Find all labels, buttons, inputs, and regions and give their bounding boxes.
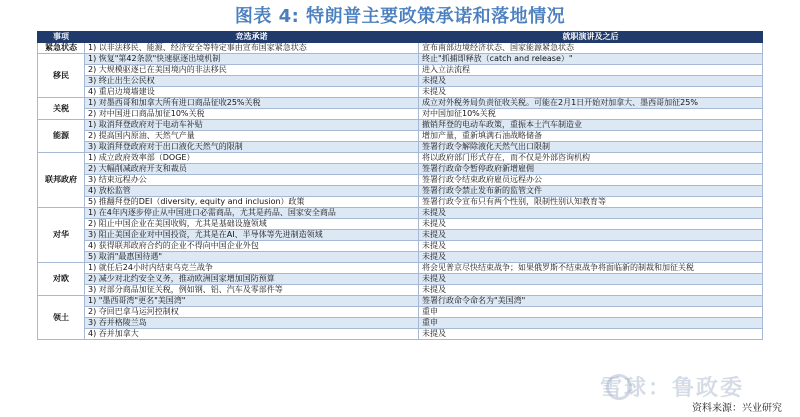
implementation-status-cell: 未提及 [419,252,763,263]
implementation-status-cell: 签署行政命令命名为"美国湾" [419,296,763,307]
campaign-promise-cell: 4) 重启边境墙建设 [85,87,419,98]
campaign-promise-cell: 3) 阻止美国企业对中国投资，尤其是在AI、半导体等先进制造领域 [85,230,419,241]
campaign-promise-cell: 2) 大幅削减政府开支和裁员 [85,164,419,175]
campaign-promise-cell: 2) 提高国内原油、天然气产量 [85,131,419,142]
campaign-promise-cell: 3) 终止出生公民权 [85,76,419,87]
category-cell: 领土 [38,296,85,340]
table-row [38,65,763,76]
table-row [38,131,763,142]
campaign-promise-cell: 2) 大规模驱逐已在美国境内的非法移民 [85,65,419,76]
implementation-status-cell: 终止"抓捕即释放（catch and release）" [419,54,763,65]
table-row [38,230,763,241]
implementation-status-cell: 签署行政令宣布只有两个性别，限制性别认知教育等 [419,197,763,208]
campaign-promise-cell: 3) 取消拜登政府对于出口液化天然气的限制 [85,142,419,153]
table-header-row [38,32,763,43]
table-row [38,252,763,263]
implementation-status-cell: 将以政府部门形式存在，而不仅是外部咨询机构 [419,153,763,164]
implementation-status-cell: 签署行政命令暂停政府新增雇佣 [419,164,763,175]
campaign-promise-cell: 3) 结束远程办公 [85,175,419,186]
table-row [38,197,763,208]
campaign-promise-cell: 1) 在4年内逐步停止从中国进口必需商品，尤其是药品、国家安全商品 [85,208,419,219]
campaign-promise-cell: 2) 夺回巴拿马运河控制权 [85,307,419,318]
implementation-status-cell: 未提及 [419,285,763,296]
campaign-promise-cell: 1) 就任后24小时内结束乌克兰战争 [85,263,419,274]
table-row [38,329,763,340]
implementation-status-cell: 将会见普京尽快结束战争；如果俄罗斯不结束战争将面临新的制裁和加征关税 [419,263,763,274]
table-row [38,153,763,164]
campaign-promise-cell: 1) 恢复"第42条款"快速驱逐出境机制 [85,54,419,65]
campaign-promise-cell: 2) 减少对北约安全义务，推动欧洲国家增加国防预算 [85,274,419,285]
implementation-status-cell: 未提及 [419,230,763,241]
category-cell: 关税 [38,98,85,120]
campaign-promise-cell: 2) 对中国进口商品加征10%关税 [85,109,419,120]
implementation-status-cell: 签署行政令解除液化天然气出口限制 [419,142,763,153]
table-row [38,142,763,153]
campaign-promise-cell: 3) 吞并格陵兰岛 [85,318,419,329]
campaign-promise-cell: 4) 吞并加拿大 [85,329,419,340]
table-row [38,76,763,87]
campaign-promise-cell: 1) 成立政府效率部（DOGE） [85,153,419,164]
table-row [38,318,763,329]
implementation-status-cell: 签署行政令结束政府雇员远程办公 [419,175,763,186]
implementation-status-cell: 撤销拜登的电动车政策，重振本土汽车制造业 [419,120,763,131]
page-title: 图表 4: 特朗普主要政策承诺和落地情况 [234,6,566,27]
campaign-promise-cell: 1) 对墨西哥和加拿大所有进口商品征收25%关税 [85,98,419,109]
header-campaign-promise: 竞选承诺 [85,32,419,43]
header-after-inauguration: 就职演讲及之后 [419,32,763,43]
campaign-promise-cell: 5) 推翻拜登的DEI（diversity, equity and inclusion）政策 [85,197,419,208]
campaign-promise-cell: 4) 获得联邦政府合约的企业不得向中国企业外包 [85,241,419,252]
table-row [38,263,763,274]
implementation-status-cell: 重申 [419,307,763,318]
implementation-status-cell: 宣布南部边境经济状态、国家能源紧急状态 [419,43,763,54]
table-row [38,120,763,131]
implementation-status-cell: 未提及 [419,241,763,252]
table-row [38,219,763,230]
category-cell: 对欧 [38,263,85,296]
policy-table [37,31,763,340]
implementation-status-cell: 增加产量，重新填满石油战略储备 [419,131,763,142]
implementation-status-cell: 未提及 [419,87,763,98]
table-row [38,164,763,175]
implementation-status-cell: 对中国加征10%关税 [419,109,763,120]
source-note: 资料来源：兴业研究 [692,403,782,414]
campaign-promise-cell: 2) 阻止中国企业在美国收购，尤其是基础设施领域 [85,219,419,230]
campaign-promise-cell: 1) "墨西哥湾"更名"美国湾" [85,296,419,307]
table-row [38,43,763,54]
category-cell: 能源 [38,120,85,153]
table-row [38,175,763,186]
category-cell: 联邦政府 [38,153,85,208]
category-cell: 对华 [38,208,85,263]
table-row [38,54,763,65]
campaign-promise-cell: 1) 取消拜登政府对于电动车补贴 [85,120,419,131]
implementation-status-cell: 签署行政令禁止发布新的监管文件 [419,186,763,197]
campaign-promise-cell: 1) 以非法移民、能源、经济安全等特定事由宣布国家紧急状态 [85,43,419,54]
table-row [38,285,763,296]
table-row [38,98,763,109]
category-cell: 移民 [38,54,85,98]
table-row [38,241,763,252]
implementation-status-cell: 未提及 [419,219,763,230]
implementation-status-cell: 未提及 [419,329,763,340]
campaign-promise-cell: 5) 取消"最惠国待遇" [85,252,419,263]
implementation-status-cell: 未提及 [419,208,763,219]
implementation-status-cell: 未提及 [419,274,763,285]
implementation-status-cell: 重申 [419,318,763,329]
table-body [38,43,763,340]
implementation-status-cell: 进入立法流程 [419,65,763,76]
table-row [38,307,763,318]
table-row [38,87,763,98]
category-cell: 紧急状态 [38,43,85,54]
table-row [38,296,763,307]
watermark: 雪球：鲁政委 [600,376,745,401]
table-row [38,208,763,219]
implementation-status-cell: 成立对外税务局负责征收关税。可能在2月1日开始对加拿大、墨西哥加征25% [419,98,763,109]
table-row [38,186,763,197]
table-row [38,274,763,285]
header-category: 事项 [38,32,85,43]
implementation-status-cell: 未提及 [419,76,763,87]
campaign-promise-cell: 3) 对部分商品加征关税，例如钢、铝、汽车及零部件等 [85,285,419,296]
table-row [38,109,763,120]
campaign-promise-cell: 4) 放松监管 [85,186,419,197]
